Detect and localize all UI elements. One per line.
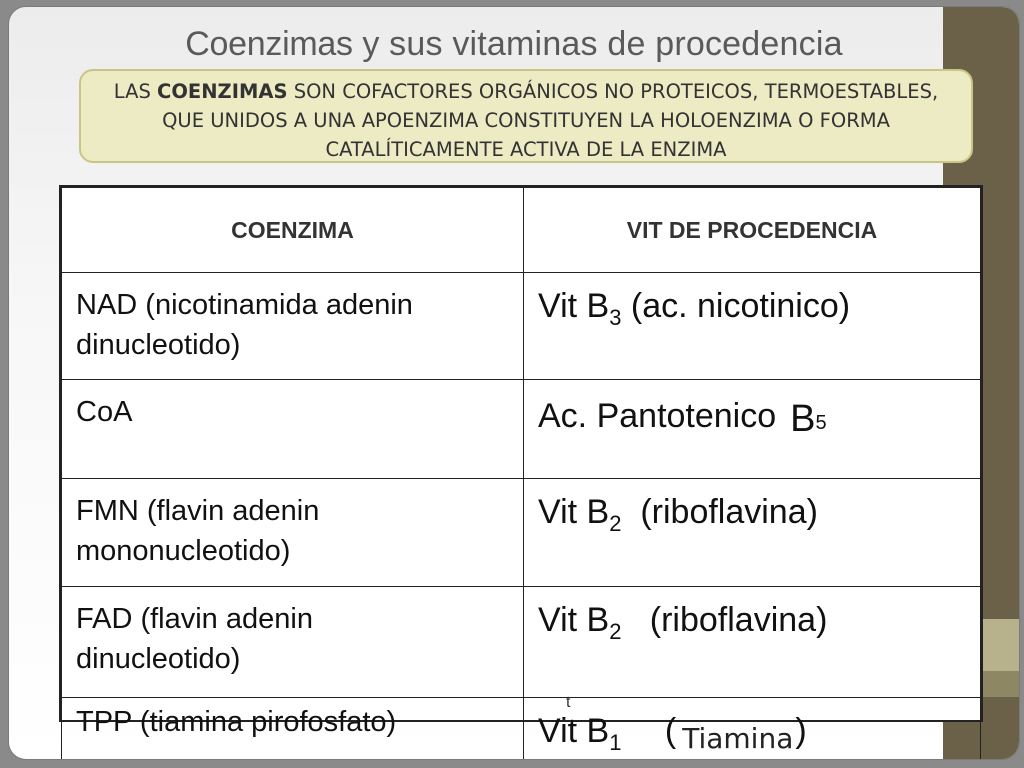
vitamin-name: (riboflavina) xyxy=(621,601,828,639)
slide-title xyxy=(9,25,1019,64)
coenzyme-cell xyxy=(62,479,524,587)
vitamin-label: Vit B xyxy=(538,601,610,639)
header-vit-procedencia: VIT DE PROCEDENCIA xyxy=(524,188,981,273)
definition-line1-rest: SON COFACTORES ORGÁNICOS NO PROTEICOS, TERMOESTABLES, xyxy=(287,80,939,103)
definition-line2: QUE UNIDOS A UNA APOENZIMA CONSTITUYEN LA HOLOENZIMA O FORMA xyxy=(162,109,890,132)
vitamin-cell xyxy=(524,273,981,380)
vitamin-cell xyxy=(524,587,981,698)
vitamin-label: Vit B xyxy=(538,712,610,750)
coenzyme-name: TPP (tiamina pirofosfato) xyxy=(76,706,397,738)
vitamin-name: (riboflavina) xyxy=(621,493,818,531)
coenzyme-cell xyxy=(62,273,524,380)
table-row xyxy=(62,698,981,761)
coenzyme-name-cont: dinucleotido) xyxy=(76,329,241,361)
coenzyme-name: NAD (nicotinamida adenin xyxy=(76,289,413,321)
coenzyme-name: CoA xyxy=(76,396,133,428)
coenzyme-cell xyxy=(62,380,524,479)
coenzyme-cell xyxy=(62,698,524,761)
coenzyme-table xyxy=(59,185,983,755)
close-paren: ) xyxy=(795,712,807,750)
table-row xyxy=(62,273,981,380)
definition-box xyxy=(79,69,973,163)
definition-line3: CATALÍTICAMENTE ACTIVA DE LA ENZIMA xyxy=(325,138,727,161)
coenzyme-name: FMN (flavin adenin xyxy=(76,495,320,527)
vitamin-name: Ac. Pantotenico xyxy=(538,397,777,435)
vitamin-subscript: 2 xyxy=(609,619,622,644)
table-row xyxy=(62,479,981,587)
table-row xyxy=(62,380,981,479)
coenzyme-name-cont: dinucleotido) xyxy=(76,643,241,675)
vitamin-cell xyxy=(524,380,981,479)
open-paren: ( xyxy=(664,712,677,750)
stray-mark: t xyxy=(566,694,571,711)
vitamin-subscript: 1 xyxy=(609,730,622,755)
b5-subscript: 5 xyxy=(815,412,827,434)
definition-keyword: COENZIMAS xyxy=(157,80,288,103)
slide xyxy=(8,6,1020,760)
vitamin-subscript: 2 xyxy=(609,511,622,536)
title-part1: Coenzimas xyxy=(185,25,353,63)
vitamin-b5-annotation xyxy=(790,398,826,440)
coenzyme-name: FAD (flavin adenin xyxy=(76,603,313,635)
definition-prefix: LAS xyxy=(113,80,158,103)
title-part2: y sus vitaminas de procedencia xyxy=(362,25,843,63)
table-row xyxy=(62,587,981,698)
coenzyme-name-cont: mononucleotido) xyxy=(76,535,291,567)
vitamin-name: (ac. nicotinico) xyxy=(621,287,851,325)
vitamin-label: Vit B xyxy=(538,287,610,325)
table-header-row xyxy=(62,188,981,273)
vitamin-label: Vit B xyxy=(538,493,610,531)
vitamin-cell xyxy=(524,694,981,761)
header-coenzima: COENZIMA xyxy=(62,188,524,273)
coenzyme-cell xyxy=(62,587,524,698)
vitamin-subscript: 3 xyxy=(609,305,622,330)
vitamin-name: Tiamina xyxy=(682,722,794,755)
definition-line1 xyxy=(97,77,955,106)
vitamin-cell xyxy=(524,479,981,587)
b5-letter: B xyxy=(790,398,816,440)
